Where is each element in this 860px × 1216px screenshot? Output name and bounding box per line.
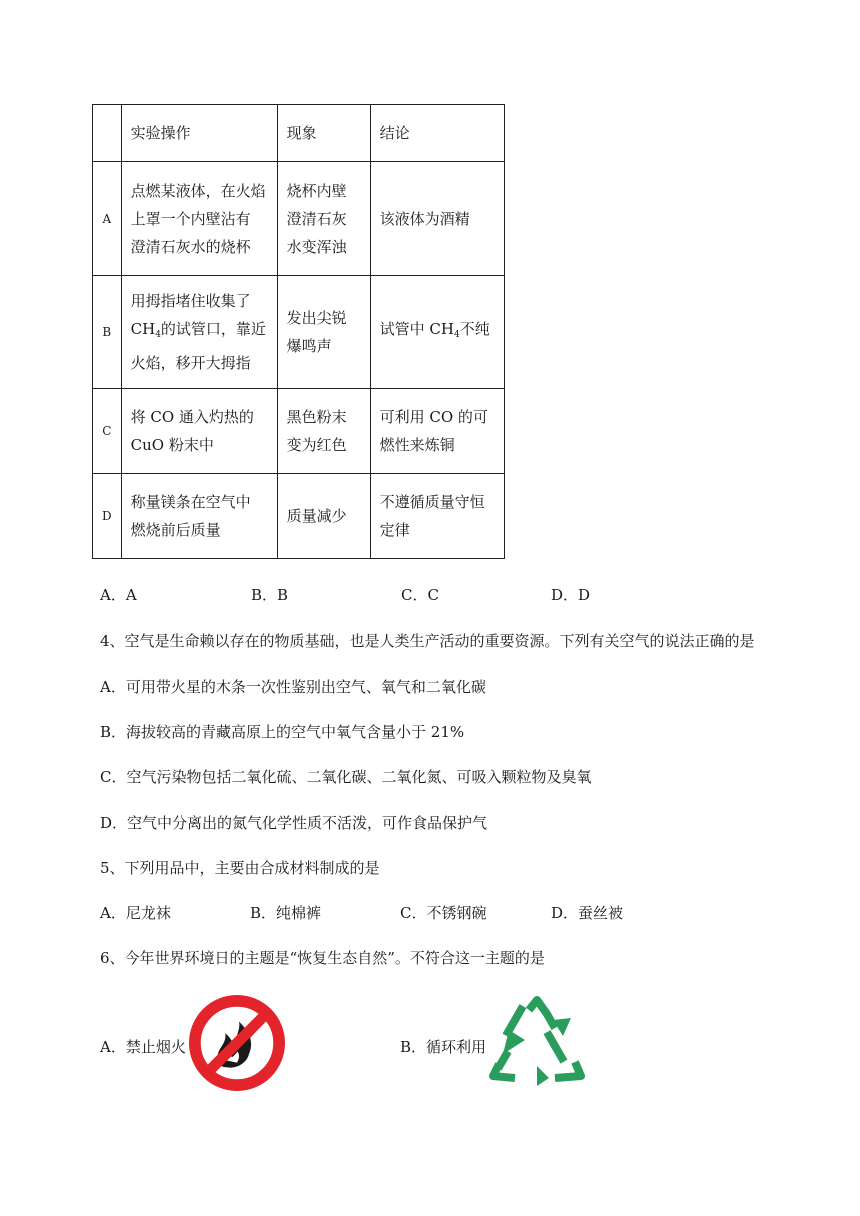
- no-fire-sign-icon: [188, 994, 286, 1092]
- phenomenon-cell: 发出尖锐 爆鸣声: [277, 276, 370, 389]
- phenomenon-cell: 黑色粉末 变为红色: [277, 389, 370, 474]
- q6-stem: 6、今年世界环境日的主题是“恢复生态自然”。不符合这一主题的是: [100, 949, 545, 967]
- q5-option-c[interactable]: C．不锈钢碗: [400, 904, 487, 922]
- q4-option-c[interactable]: C．空气污染物包括二氧化硫、二氧化碳、二氧化氮、可吸入颗粒物及臭氧: [100, 768, 592, 786]
- q5-option-a[interactable]: A．尼龙袜: [100, 904, 171, 922]
- q6-option-b[interactable]: B．循环利用: [400, 1038, 487, 1056]
- q4-option-d[interactable]: D．空气中分离出的氮气化学性质不活泼，可作食品保护气: [100, 814, 488, 832]
- q6-option-a[interactable]: A．禁止烟火: [100, 1038, 186, 1056]
- q4-option-b[interactable]: B．海拔较高的青藏高原上的空气中氧气含量小于 21%: [100, 723, 465, 741]
- table-row: [93, 389, 505, 474]
- operation-cell: 将 CO 通入灼热的 CuO 粉末中: [121, 389, 277, 474]
- row-label: D: [93, 474, 122, 559]
- row-label: B: [93, 276, 122, 389]
- row-label: C: [93, 389, 122, 474]
- conclusion-cell: 可利用 CO 的可 燃性来炼铜: [370, 389, 504, 474]
- q5-option-b[interactable]: B．纯棉裤: [250, 904, 322, 922]
- header-cell-blank: [93, 105, 122, 162]
- q4-stem: 4、空气是生命赖以存在的物质基础，也是人类生产活动的重要资源。下列有关空气的说法正确的是: [100, 632, 755, 650]
- row-label: A: [93, 162, 122, 276]
- conclusion-cell: 该液体为酒精: [370, 162, 504, 276]
- operation-cell: 点燃某液体，在火焰 上罩一个内壁沾有 澄清石灰水的烧杯: [121, 162, 277, 276]
- header-cell-operation: 实验操作: [121, 105, 277, 162]
- q4-option-a[interactable]: A．可用带火星的木条一次性鉴别出空气、氧气和二氧化碳: [100, 678, 486, 696]
- experiment-table: [92, 104, 505, 559]
- recycle-icon: [489, 996, 585, 1086]
- q5-option-d[interactable]: D．蚕丝被: [551, 904, 624, 922]
- table-row: [93, 474, 505, 559]
- q3-option-a[interactable]: A．A: [100, 586, 137, 604]
- table-row: [93, 276, 505, 389]
- q3-option-b[interactable]: B．B: [251, 586, 289, 604]
- conclusion-cell: 试管中 $CH_4$不纯: [370, 276, 504, 389]
- table-row: [93, 162, 505, 276]
- header-cell-phenomenon: 现象: [277, 105, 370, 162]
- conclusion-cell: 不遵循质量守恒 定律: [370, 474, 504, 559]
- operation-cell: 称量镁条在空气中 燃烧前后质量: [121, 474, 277, 559]
- phenomenon-cell: 质量减少: [277, 474, 370, 559]
- q3-option-d[interactable]: D．D: [551, 586, 591, 604]
- header-cell-conclusion: 结论: [370, 105, 504, 162]
- q3-option-c[interactable]: C．C: [401, 586, 439, 604]
- phenomenon-cell: 烧杯内壁 澄清石灰 水变浑浊: [277, 162, 370, 276]
- table-header-row: [93, 105, 505, 162]
- operation-cell: 用拇指堵住收集了 $CH_4$的试管口，靠近 火焰，移开大拇指: [121, 276, 277, 389]
- q5-stem: 5、下列用品中，主要由合成材料制成的是: [100, 859, 380, 877]
